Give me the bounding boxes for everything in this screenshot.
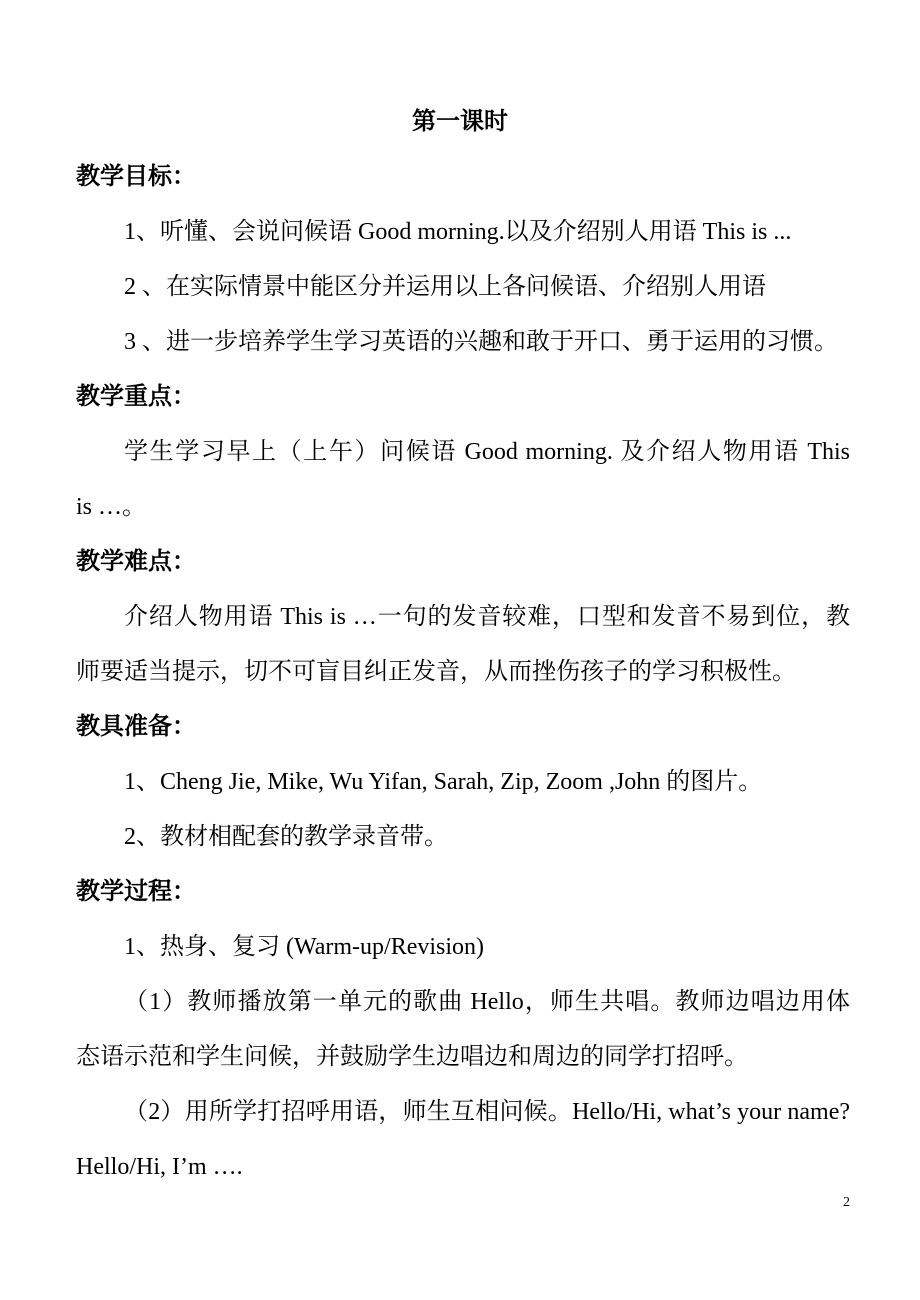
lesson-title: 第一课时 [412,109,508,135]
process-substep: Hello/Hi, I’m …. [76,1154,243,1180]
process-substep: （2）用所学打招呼用语，师生互相问候。Hello/Hi, what’s your name? [124,1099,850,1125]
page-number: 2 [843,1195,850,1210]
process-heading: 教学过程： [76,879,196,905]
goal-item: 3 、进一步培养学生学习英语的兴趣和敢于开口、勇于运用的习惯。 [124,329,838,355]
key-points-text: 学生学习早上（上午）问候语 Good morning. 及介绍人物用语 This [124,439,850,465]
preparation-heading: 教具准备： [76,714,196,740]
preparation-item: 2、教材相配套的教学录音带。 [124,824,448,850]
process-substep: 态语示范和学生问候，并鼓励学生边唱边和周边的同学打招呼。 [76,1044,748,1070]
goal-item: 2 、在实际情景中能区分并运用以上各问候语、介绍别人用语 [124,274,766,300]
process-step: 1、热身、复习 (Warm-up/Revision) [124,934,485,960]
goals-heading: 教学目标： [76,164,196,190]
goal-item: 1、听懂、会说问候语 Good morning.以及介绍别人用语 This is ... [124,219,792,245]
difficult-points-text: 介绍人物用语 This is …一句的发音较难，口型和发音不易到位，教 [124,604,850,630]
key-points-text: is …。 [76,494,147,520]
process-substep: （1）教师播放第一单元的歌曲 Hello，师生共唱。教师边唱边用体 [124,989,850,1015]
difficult-points-text: 师要适当提示，切不可盲目纠正发音，从而挫伤孩子的学习积极性。 [76,659,796,685]
key-points-heading: 教学重点： [76,384,196,410]
preparation-item: 1、Cheng Jie, Mike, Wu Yifan, Sarah, Zip, Zoom ,John 的图片。 [124,769,763,795]
difficult-points-heading: 教学难点： [76,549,196,575]
